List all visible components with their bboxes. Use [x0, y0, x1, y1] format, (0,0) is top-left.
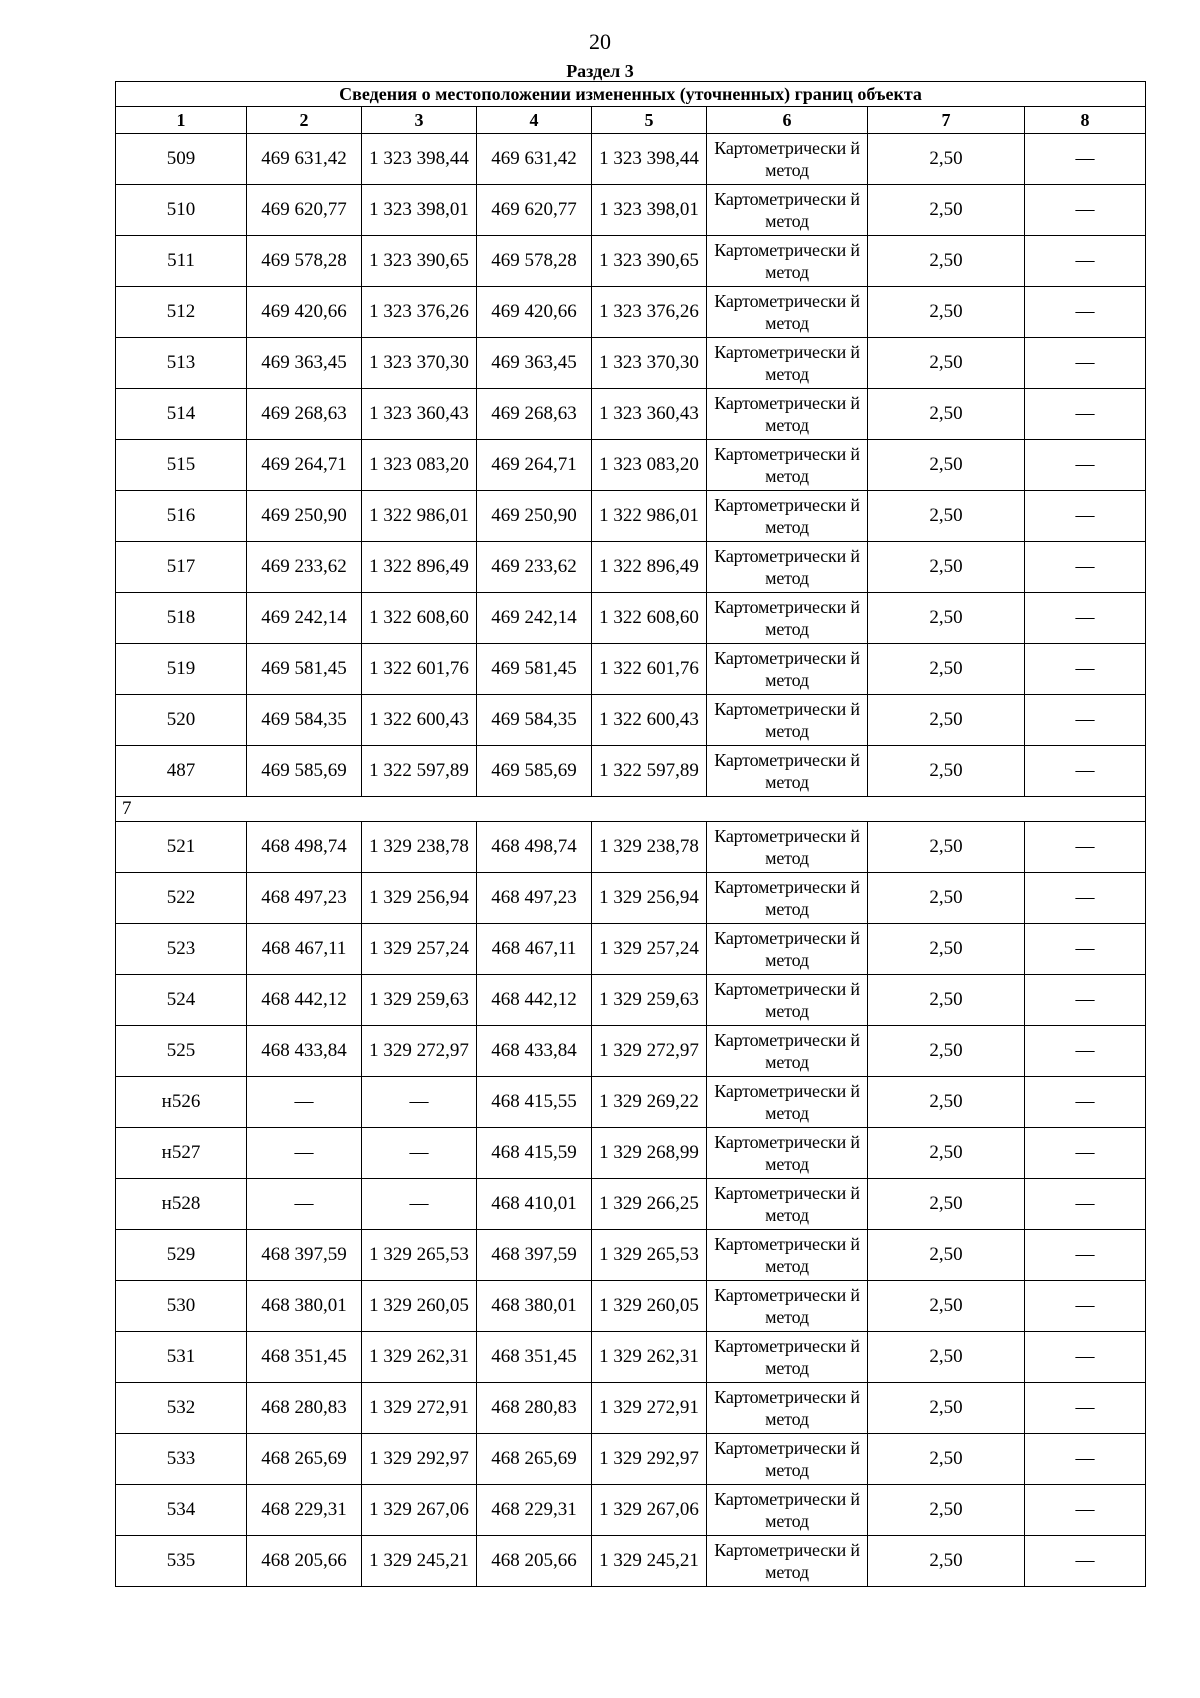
accuracy-cell: 2,50: [868, 491, 1025, 542]
new-x-cell: 469 268,63: [477, 389, 592, 440]
description-cell: —: [1025, 1179, 1146, 1230]
description-cell: —: [1025, 1230, 1146, 1281]
new-y-cell: 1 323 390,65: [592, 236, 707, 287]
new-y-cell: 1 329 269,22: [592, 1077, 707, 1128]
method-cell: Картометрически й метод: [707, 644, 868, 695]
new-y-cell: 1 322 601,76: [592, 644, 707, 695]
description-cell: —: [1025, 1026, 1146, 1077]
new-x-cell: 468 433,84: [477, 1026, 592, 1077]
new-x-cell: 468 229,31: [477, 1485, 592, 1536]
new-x-cell: 469 250,90: [477, 491, 592, 542]
description-cell: —: [1025, 1485, 1146, 1536]
accuracy-cell: 2,50: [868, 1128, 1025, 1179]
table-row: [116, 389, 1146, 440]
new-y-cell: 1 329 265,53: [592, 1230, 707, 1281]
new-y-cell: 1 329 238,78: [592, 822, 707, 873]
description-cell: —: [1025, 975, 1146, 1026]
description-cell: —: [1025, 873, 1146, 924]
point-number-cell: 519: [116, 644, 247, 695]
accuracy-cell: 2,50: [868, 822, 1025, 873]
method-cell: Картометрически й метод: [707, 1332, 868, 1383]
old-x-cell: 468 433,84: [247, 1026, 362, 1077]
table-row: [116, 924, 1146, 975]
old-x-cell: 468 265,69: [247, 1434, 362, 1485]
new-y-cell: 1 329 259,63: [592, 975, 707, 1026]
old-y-cell: 1 329 292,97: [362, 1434, 477, 1485]
new-x-cell: 468 415,59: [477, 1128, 592, 1179]
boundary-coordinates-table: [115, 81, 1146, 1587]
accuracy-cell: 2,50: [868, 1026, 1025, 1077]
old-y-cell: 1 329 259,63: [362, 975, 477, 1026]
accuracy-cell: 2,50: [868, 1281, 1025, 1332]
description-cell: —: [1025, 1332, 1146, 1383]
table-row: [116, 1077, 1146, 1128]
point-number-cell: 487: [116, 746, 247, 797]
old-y-cell: 1 323 398,01: [362, 185, 477, 236]
column-number: 6: [707, 107, 868, 134]
column-number: 3: [362, 107, 477, 134]
new-x-cell: 469 631,42: [477, 134, 592, 185]
new-x-cell: 469 233,62: [477, 542, 592, 593]
accuracy-cell: 2,50: [868, 1536, 1025, 1587]
section-title: Раздел 3: [566, 61, 634, 81]
new-y-cell: 1 323 376,26: [592, 287, 707, 338]
table-row: [116, 695, 1146, 746]
old-x-cell: 468 467,11: [247, 924, 362, 975]
description-cell: —: [1025, 338, 1146, 389]
accuracy-cell: 2,50: [868, 1383, 1025, 1434]
description-cell: —: [1025, 134, 1146, 185]
page-number: 20: [589, 29, 611, 54]
accuracy-cell: 2,50: [868, 695, 1025, 746]
old-x-cell: 468 205,66: [247, 1536, 362, 1587]
new-y-cell: 1 323 083,20: [592, 440, 707, 491]
old-x-cell: 469 233,62: [247, 542, 362, 593]
old-y-cell: —: [362, 1179, 477, 1230]
column-number: 5: [592, 107, 707, 134]
accuracy-cell: 2,50: [868, 1332, 1025, 1383]
old-x-cell: 468 397,59: [247, 1230, 362, 1281]
accuracy-cell: 2,50: [868, 287, 1025, 338]
description-cell: —: [1025, 924, 1146, 975]
accuracy-cell: 2,50: [868, 134, 1025, 185]
old-x-cell: —: [247, 1179, 362, 1230]
table-row: [116, 1332, 1146, 1383]
old-x-cell: 468 229,31: [247, 1485, 362, 1536]
accuracy-cell: 2,50: [868, 593, 1025, 644]
column-number: 2: [247, 107, 362, 134]
table-row: [116, 338, 1146, 389]
old-y-cell: 1 329 267,06: [362, 1485, 477, 1536]
accuracy-cell: 2,50: [868, 338, 1025, 389]
new-x-cell: 469 584,35: [477, 695, 592, 746]
method-cell: Картометрически й метод: [707, 1026, 868, 1077]
point-number-cell: 530: [116, 1281, 247, 1332]
method-cell: Картометрически й метод: [707, 1128, 868, 1179]
method-cell: Картометрически й метод: [707, 440, 868, 491]
method-cell: Картометрически й метод: [707, 822, 868, 873]
method-cell: Картометрически й метод: [707, 695, 868, 746]
accuracy-cell: 2,50: [868, 1434, 1025, 1485]
old-x-cell: 468 351,45: [247, 1332, 362, 1383]
new-x-cell: 468 351,45: [477, 1332, 592, 1383]
new-y-cell: 1 329 292,97: [592, 1434, 707, 1485]
method-cell: Картометрически й метод: [707, 134, 868, 185]
point-number-cell: 515: [116, 440, 247, 491]
method-cell: Картометрически й метод: [707, 593, 868, 644]
new-y-cell: 1 329 266,25: [592, 1179, 707, 1230]
method-cell: Картометрически й метод: [707, 185, 868, 236]
old-x-cell: 469 620,77: [247, 185, 362, 236]
method-cell: Картометрически й метод: [707, 389, 868, 440]
point-number-cell: 521: [116, 822, 247, 873]
table-title-row: [116, 82, 1146, 107]
old-y-cell: —: [362, 1077, 477, 1128]
accuracy-cell: 2,50: [868, 1077, 1025, 1128]
old-y-cell: 1 329 245,21: [362, 1536, 477, 1587]
new-y-cell: 1 323 398,44: [592, 134, 707, 185]
point-number-cell: 514: [116, 389, 247, 440]
point-number-cell: 531: [116, 1332, 247, 1383]
new-x-cell: 468 205,66: [477, 1536, 592, 1587]
new-x-cell: 469 420,66: [477, 287, 592, 338]
accuracy-cell: 2,50: [868, 1230, 1025, 1281]
new-x-cell: 468 442,12: [477, 975, 592, 1026]
new-x-cell: 469 578,28: [477, 236, 592, 287]
description-cell: —: [1025, 746, 1146, 797]
description-cell: —: [1025, 695, 1146, 746]
description-cell: —: [1025, 644, 1146, 695]
new-y-cell: 1 322 597,89: [592, 746, 707, 797]
point-number-cell: 513: [116, 338, 247, 389]
old-y-cell: 1 323 376,26: [362, 287, 477, 338]
new-x-cell: 469 363,45: [477, 338, 592, 389]
old-y-cell: 1 329 260,05: [362, 1281, 477, 1332]
old-x-cell: 469 242,14: [247, 593, 362, 644]
new-x-cell: 468 415,55: [477, 1077, 592, 1128]
new-x-cell: 469 581,45: [477, 644, 592, 695]
description-cell: —: [1025, 287, 1146, 338]
table-row: [116, 746, 1146, 797]
new-y-cell: 1 329 257,24: [592, 924, 707, 975]
description-cell: —: [1025, 236, 1146, 287]
new-y-cell: 1 322 896,49: [592, 542, 707, 593]
table-row: [116, 1383, 1146, 1434]
table-row: [116, 134, 1146, 185]
old-y-cell: 1 323 370,30: [362, 338, 477, 389]
table-row: [116, 236, 1146, 287]
method-cell: Картометрически й метод: [707, 1434, 868, 1485]
new-x-cell: 469 620,77: [477, 185, 592, 236]
point-number-cell: 510: [116, 185, 247, 236]
table-row: [116, 287, 1146, 338]
method-cell: Картометрически й метод: [707, 1077, 868, 1128]
old-y-cell: 1 329 272,91: [362, 1383, 477, 1434]
point-number-cell: 532: [116, 1383, 247, 1434]
method-cell: Картометрически й метод: [707, 491, 868, 542]
accuracy-cell: 2,50: [868, 644, 1025, 695]
description-cell: —: [1025, 1434, 1146, 1485]
old-x-cell: 469 268,63: [247, 389, 362, 440]
accuracy-cell: 2,50: [868, 185, 1025, 236]
new-y-cell: 1 329 260,05: [592, 1281, 707, 1332]
point-number-cell: 529: [116, 1230, 247, 1281]
new-x-cell: 469 264,71: [477, 440, 592, 491]
old-y-cell: —: [362, 1128, 477, 1179]
point-number-cell: 525: [116, 1026, 247, 1077]
table-row: [116, 1179, 1146, 1230]
new-x-cell: 469 585,69: [477, 746, 592, 797]
accuracy-cell: 2,50: [868, 1179, 1025, 1230]
accuracy-cell: 2,50: [868, 746, 1025, 797]
point-number-cell: н528: [116, 1179, 247, 1230]
point-number-cell: н527: [116, 1128, 247, 1179]
table-row: [116, 822, 1146, 873]
new-x-cell: 468 497,23: [477, 873, 592, 924]
description-cell: —: [1025, 389, 1146, 440]
accuracy-cell: 2,50: [868, 1485, 1025, 1536]
table-row: [116, 491, 1146, 542]
table-row: [116, 542, 1146, 593]
contour-number: 7: [116, 797, 1146, 822]
new-x-cell: 468 280,83: [477, 1383, 592, 1434]
table-row: [116, 873, 1146, 924]
old-x-cell: 468 497,23: [247, 873, 362, 924]
new-y-cell: 1 323 360,43: [592, 389, 707, 440]
new-y-cell: 1 329 245,21: [592, 1536, 707, 1587]
old-y-cell: 1 322 896,49: [362, 542, 477, 593]
method-cell: Картометрически й метод: [707, 746, 868, 797]
column-number: 7: [868, 107, 1025, 134]
point-number-cell: 511: [116, 236, 247, 287]
accuracy-cell: 2,50: [868, 975, 1025, 1026]
accuracy-cell: 2,50: [868, 389, 1025, 440]
method-cell: Картометрически й метод: [707, 236, 868, 287]
description-cell: —: [1025, 440, 1146, 491]
new-y-cell: 1 329 262,31: [592, 1332, 707, 1383]
old-y-cell: 1 329 238,78: [362, 822, 477, 873]
description-cell: —: [1025, 1128, 1146, 1179]
method-cell: Картометрически й метод: [707, 924, 868, 975]
old-x-cell: 469 363,45: [247, 338, 362, 389]
point-number-cell: 533: [116, 1434, 247, 1485]
method-cell: Картометрически й метод: [707, 338, 868, 389]
column-number: 4: [477, 107, 592, 134]
old-y-cell: 1 322 600,43: [362, 695, 477, 746]
point-number-cell: 524: [116, 975, 247, 1026]
point-number-cell: 523: [116, 924, 247, 975]
old-x-cell: 469 250,90: [247, 491, 362, 542]
point-number-cell: н526: [116, 1077, 247, 1128]
new-y-cell: 1 323 370,30: [592, 338, 707, 389]
table-row: [116, 185, 1146, 236]
description-cell: —: [1025, 1077, 1146, 1128]
new-y-cell: 1 322 608,60: [592, 593, 707, 644]
new-x-cell: 468 410,01: [477, 1179, 592, 1230]
table-row: [116, 1026, 1146, 1077]
new-y-cell: 1 329 272,97: [592, 1026, 707, 1077]
table-row: [116, 593, 1146, 644]
method-cell: Картометрически й метод: [707, 1383, 868, 1434]
description-cell: —: [1025, 1281, 1146, 1332]
old-x-cell: 468 442,12: [247, 975, 362, 1026]
method-cell: Картометрически й метод: [707, 975, 868, 1026]
accuracy-cell: 2,50: [868, 236, 1025, 287]
old-y-cell: 1 323 398,44: [362, 134, 477, 185]
old-x-cell: 469 581,45: [247, 644, 362, 695]
old-x-cell: 469 264,71: [247, 440, 362, 491]
description-cell: —: [1025, 542, 1146, 593]
old-y-cell: 1 329 256,94: [362, 873, 477, 924]
old-y-cell: 1 329 262,31: [362, 1332, 477, 1383]
old-x-cell: 469 585,69: [247, 746, 362, 797]
point-number-cell: 534: [116, 1485, 247, 1536]
old-x-cell: 468 280,83: [247, 1383, 362, 1434]
method-cell: Картометрически й метод: [707, 1536, 868, 1587]
old-y-cell: 1 323 083,20: [362, 440, 477, 491]
method-cell: Картометрически й метод: [707, 287, 868, 338]
column-number: 8: [1025, 107, 1146, 134]
method-cell: Картометрически й метод: [707, 1281, 868, 1332]
column-number: 1: [116, 107, 247, 134]
description-cell: —: [1025, 1383, 1146, 1434]
method-cell: Картометрически й метод: [707, 1179, 868, 1230]
point-number-cell: 512: [116, 287, 247, 338]
old-x-cell: —: [247, 1128, 362, 1179]
table-row: [116, 440, 1146, 491]
accuracy-cell: 2,50: [868, 440, 1025, 491]
old-x-cell: 468 498,74: [247, 822, 362, 873]
new-y-cell: 1 329 256,94: [592, 873, 707, 924]
description-cell: —: [1025, 491, 1146, 542]
table-row: [116, 1485, 1146, 1536]
method-cell: Картометрически й метод: [707, 873, 868, 924]
old-x-cell: 469 631,42: [247, 134, 362, 185]
old-y-cell: 1 323 390,65: [362, 236, 477, 287]
new-y-cell: 1 329 267,06: [592, 1485, 707, 1536]
old-y-cell: 1 329 265,53: [362, 1230, 477, 1281]
new-x-cell: 468 467,11: [477, 924, 592, 975]
description-cell: —: [1025, 822, 1146, 873]
accuracy-cell: 2,50: [868, 924, 1025, 975]
method-cell: Картометрически й метод: [707, 1230, 868, 1281]
table-row: [116, 1536, 1146, 1587]
new-y-cell: 1 323 398,01: [592, 185, 707, 236]
old-y-cell: 1 322 601,76: [362, 644, 477, 695]
old-y-cell: 1 323 360,43: [362, 389, 477, 440]
new-x-cell: 468 498,74: [477, 822, 592, 873]
description-cell: —: [1025, 185, 1146, 236]
new-x-cell: 468 397,59: [477, 1230, 592, 1281]
new-y-cell: 1 329 272,91: [592, 1383, 707, 1434]
new-y-cell: 1 322 600,43: [592, 695, 707, 746]
column-number-row: [116, 107, 1146, 134]
point-number-cell: 518: [116, 593, 247, 644]
old-y-cell: 1 322 986,01: [362, 491, 477, 542]
point-number-cell: 520: [116, 695, 247, 746]
point-number-cell: 517: [116, 542, 247, 593]
new-x-cell: 468 265,69: [477, 1434, 592, 1485]
old-x-cell: 468 380,01: [247, 1281, 362, 1332]
point-number-cell: 535: [116, 1536, 247, 1587]
table-row: [116, 644, 1146, 695]
table-title: Сведения о местоположении измененных (уточненных) границ объекта: [116, 82, 1146, 107]
old-x-cell: 469 578,28: [247, 236, 362, 287]
old-y-cell: 1 322 597,89: [362, 746, 477, 797]
point-number-cell: 522: [116, 873, 247, 924]
accuracy-cell: 2,50: [868, 542, 1025, 593]
old-x-cell: 469 420,66: [247, 287, 362, 338]
table-row: [116, 1281, 1146, 1332]
method-cell: Картометрически й метод: [707, 542, 868, 593]
new-y-cell: 1 322 986,01: [592, 491, 707, 542]
point-number-cell: 516: [116, 491, 247, 542]
table-row: [116, 975, 1146, 1026]
description-cell: —: [1025, 593, 1146, 644]
method-cell: Картометрически й метод: [707, 1485, 868, 1536]
table-row: [116, 1434, 1146, 1485]
table-row: [116, 1128, 1146, 1179]
table-row: [116, 1230, 1146, 1281]
contour-group-row: [116, 797, 1146, 822]
new-x-cell: 469 242,14: [477, 593, 592, 644]
point-number-cell: 509: [116, 134, 247, 185]
old-x-cell: 469 584,35: [247, 695, 362, 746]
description-cell: —: [1025, 1536, 1146, 1587]
new-y-cell: 1 329 268,99: [592, 1128, 707, 1179]
old-y-cell: 1 329 257,24: [362, 924, 477, 975]
new-x-cell: 468 380,01: [477, 1281, 592, 1332]
old-y-cell: 1 322 608,60: [362, 593, 477, 644]
old-x-cell: —: [247, 1077, 362, 1128]
accuracy-cell: 2,50: [868, 873, 1025, 924]
old-y-cell: 1 329 272,97: [362, 1026, 477, 1077]
